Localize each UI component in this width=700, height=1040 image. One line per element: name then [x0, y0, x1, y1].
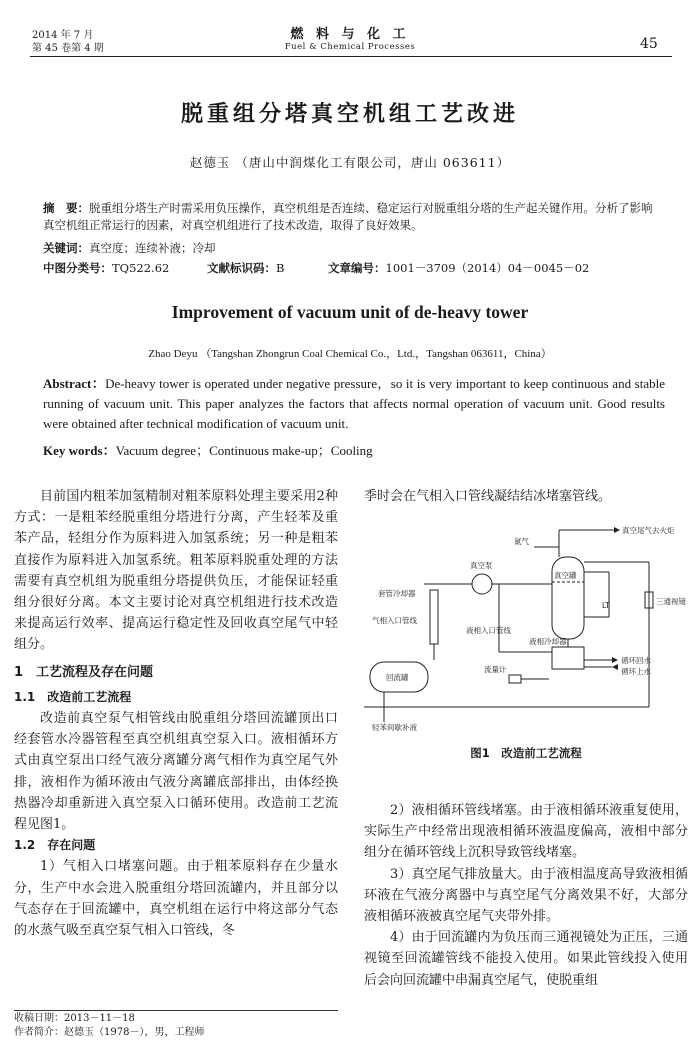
clc-number: 中图分类号：TQ522.62 — [43, 261, 170, 275]
document-code: 文献标识码：B — [207, 261, 285, 275]
flowmeter-shape — [509, 675, 521, 683]
problem-4-paragraph: 4）由于回流罐内为负压而三通视镜处为正压，三通视镜至回流罐管线不能投入使用。如果此管线投入使用后会向回流罐中串漏真空尾气，使脱重组 — [364, 930, 688, 988]
label-lt: LT — [602, 601, 610, 610]
footnote-divider — [14, 1010, 338, 1011]
header-divider — [30, 56, 672, 57]
section-1-heading: 1 工艺流程及存在问题 — [14, 664, 154, 680]
vacuum-pump-shape — [472, 574, 492, 594]
body-right-column-bottom — [364, 800, 688, 991]
keywords-en — [43, 440, 373, 459]
abstract-cn — [43, 200, 663, 234]
issue-volume: 第 45 卷第 4 期 — [32, 43, 104, 54]
journal-name-cn: 燃 料 与 化 工 — [290, 27, 410, 42]
label-nitrogen: 氮气 — [514, 537, 529, 546]
abstract-cn-label: 摘 要： — [43, 201, 89, 215]
problem-3-paragraph: 3）真空尾气排放量大。由于液相温度高导致液相循环液在气液分离器中与真空尾气分离效果不好，大部分液相循环液被真空尾气夹带外排。 — [364, 866, 688, 925]
liquid-cooler-shape — [552, 647, 584, 669]
keywords-cn — [43, 240, 663, 257]
page-number: 45 — [640, 36, 658, 52]
label-flowmeter: 流量计 — [484, 665, 507, 674]
subsection-1-2-heading: 1.2 存在问题 — [14, 838, 96, 853]
subsection-1-1-heading: 1.1 改造前工艺流程 — [14, 689, 132, 704]
keywords-en-text: Vacuum degree；Continuous make-up；Cooling — [115, 443, 373, 458]
label-exhaust: 真空尾气去火炬 — [622, 526, 675, 535]
label-three-way: 三通视镜 — [656, 597, 686, 606]
author-affiliation-cn: 赵德玉 （唐山中润煤化工有限公司，唐山 063611） — [189, 155, 511, 170]
label-liquid-inlet: 液相入口管线 — [466, 626, 511, 635]
journal-name-en: Fuel & Chemical Processes — [284, 42, 416, 52]
vacuum-tank-shape — [552, 557, 584, 639]
supply-arrow-icon — [612, 664, 618, 670]
abstract-en-label: Abstract： — [43, 376, 106, 391]
abstract-en-text: De-heavy tower is operated under negative pressure，so it is very important to keep continuous and stable running of vacuum unit. This paper analyzes the factors that affects normal operation of vacuum unit. Good results were obtained after technical modification of vacuum unit. — [43, 376, 665, 431]
label-light-benzene: 轻苯间歇补液 — [372, 723, 417, 732]
received-date: 收稿日期：2013－11－18 — [14, 1013, 135, 1024]
abstract-en — [43, 374, 665, 434]
article-number: 文章编号：1001－3709（2014）04－0045－02 — [328, 261, 590, 275]
subsection-1-1-text: 改造前真空泵气相管线由脱重组分塔回流罐顶出口经套管水冷器管程至真空机组真空泵入口。液相循环方式由真空泵出口经气液分离罐分离气相作为真空尾气外排，液相作为循环液由气液分离罐底部排出，由体经换热器冷却重新进入真空泵入口循环使用。改造前工艺流程见图1。 — [14, 711, 338, 833]
label-vacuum-pump: 真空泵 — [470, 561, 493, 570]
body-left-column — [14, 486, 338, 941]
label-liquid-cooler: 液相冷却器 — [529, 637, 567, 646]
label-circ-return: 循环回水 — [621, 656, 651, 665]
issue-date: 2014 年 7 月 — [32, 30, 94, 41]
return-arrow-icon — [612, 657, 618, 663]
intro-paragraph: 目前国内粗苯加氢精制对粗苯原料处理主要采用2种方式：一是粗苯经脱重组分塔进行分离，产生轻苯及重苯产品，轻组分作为原料进入加氢系统；另一种是粗苯直接作为原料进入加氢系统。粗苯原料脱重处理的方法需要有真空机组为脱重组分塔提供负压，才能保证轻重组分很好分离。本文主要讨论对真空机组进行技术改造来提高运行效率、提高运行稳定性及回收真空尾气中轻组分。 — [14, 489, 338, 653]
continued-paragraph: 季时会在气相入口管线凝结结冰堵塞管线。 — [364, 489, 612, 504]
body-right-column-top — [364, 486, 688, 507]
keywords-cn-label: 关键词： — [43, 241, 89, 255]
label-reflux-tank: 回流罐 — [386, 673, 409, 682]
exhaust-arrow-icon — [614, 527, 620, 533]
label-sleeve-cooler: 套管冷却器 — [378, 589, 416, 598]
process-flow-figure — [364, 512, 688, 734]
label-circ-supply: 循环上水 — [621, 667, 651, 676]
problem-2-paragraph: 2）液相循环管线堵塞。由于液相循环液重复使用，实际生产中经常出现液相循环液温度偏高，液相中部分组分在循环管线上沉积导致管线堵塞。 — [364, 803, 688, 861]
author-affiliation-en: Zhao Deyu （Tangshan Zhongrun Coal Chemical Co.，Ltd.，Tangshan 063611，China） — [148, 348, 552, 360]
paper-title-cn: 脱重组分塔真空机组工艺改进 — [180, 101, 519, 127]
keywords-cn-text: 真空度；连续补液；冷却 — [89, 241, 216, 255]
label-vacuum-tank: 真空罐 — [554, 571, 577, 580]
sleeve-cooler-shape — [430, 590, 438, 644]
label-gas-inlet: 气相入口管线 — [372, 616, 417, 625]
keywords-en-label: Key words： — [43, 443, 116, 458]
figure-caption: 图1 改造前工艺流程 — [470, 746, 582, 760]
paper-title-en: Improvement of vacuum unit of de-heavy tower — [171, 302, 529, 322]
author-bio: 作者简介：赵德玉（1978－），男，工程师 — [14, 1027, 205, 1038]
abstract-cn-text: 脱重组分塔生产时需采用负压操作，真空机组是否连续、稳定运行对脱重组分塔的生产起关键作用。分析了影响真空机组正常运行的因素，对真空机组进行了技术改造，取得了良好效果。 — [43, 201, 653, 232]
journal-name — [0, 27, 700, 53]
problem-1-paragraph: 1）气相入口堵塞问题。由于粗苯原料存在少量水分，生产中水会进入脱重组分塔回流罐内，并且部分以气态存在于回流罐中，真空机组在运行中将这部分气态的水蒸气吸至真空泵气相入口管线，冬 — [14, 859, 338, 939]
